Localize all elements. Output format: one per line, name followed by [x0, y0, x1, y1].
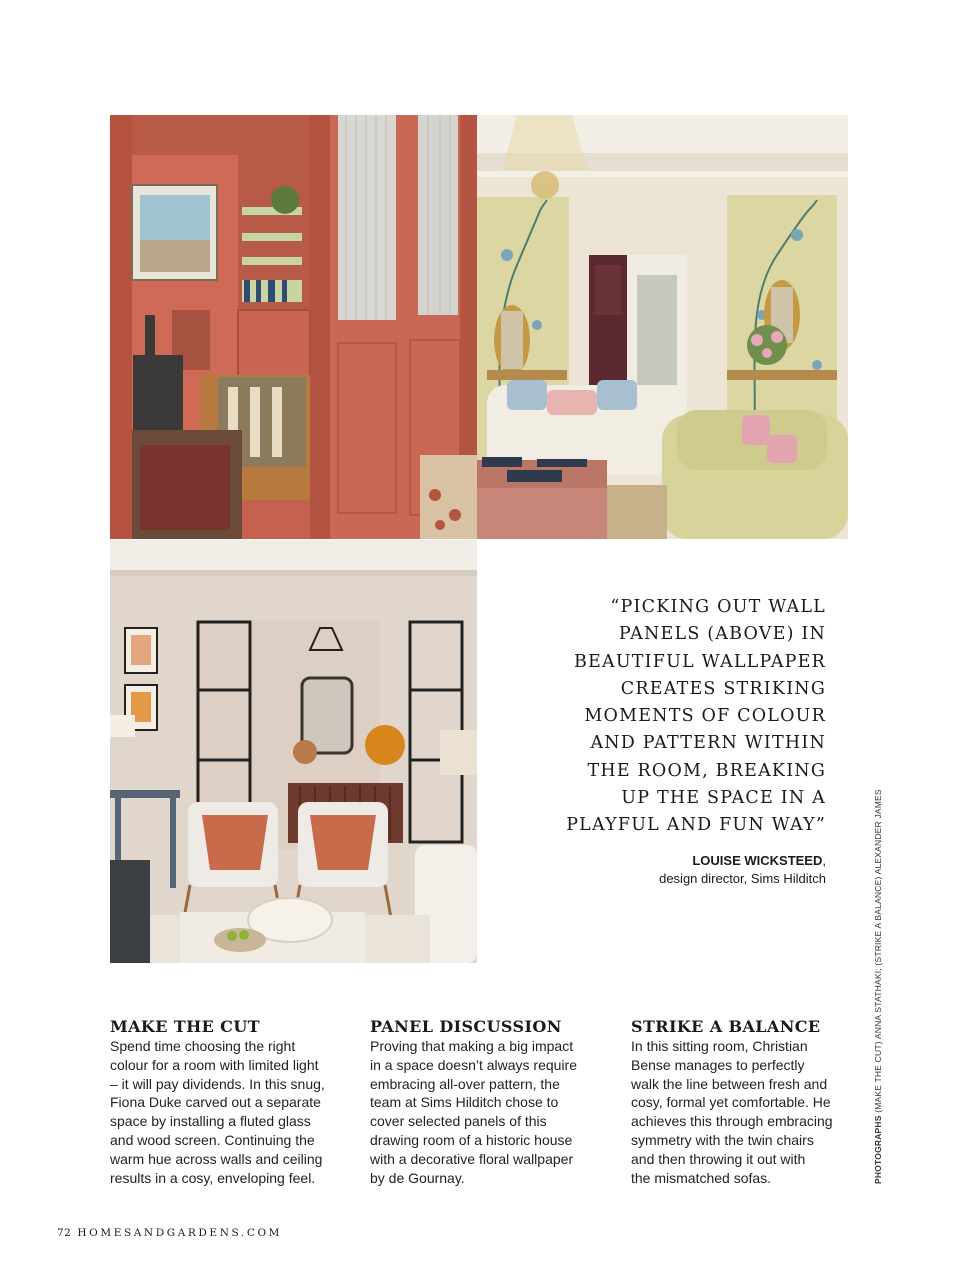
section-line: drawing room of a historic house [370, 1131, 573, 1148]
quote-line: CREATES STRIKING [620, 678, 826, 699]
page-number: 72 [57, 1227, 72, 1239]
section-line: achieves this through embracing [631, 1113, 833, 1130]
quote-line: AND PATTERN WITHIN [590, 733, 826, 754]
section-heading: MAKE THE CUT [110, 1017, 260, 1036]
section-line: Fiona Duke carved out a separate [110, 1094, 321, 1111]
photo-drawing-room [477, 115, 848, 539]
quote-author-suffix: , [822, 853, 826, 868]
pull-quote [560, 594, 826, 840]
section-line: in a space doesn’t always require [370, 1056, 578, 1073]
section-line: In this sitting room, Christian [631, 1038, 808, 1054]
section-line: space by installing a fluted glass [110, 1113, 311, 1130]
page-footer [57, 1227, 282, 1239]
quote-role: design director, Sims Hilditch [659, 871, 826, 886]
photo-credit [873, 789, 883, 1184]
section-line: Bense manages to perfectly [631, 1056, 805, 1073]
section-line: by de Gournay. [370, 1169, 465, 1186]
section-panel-discussion [370, 1017, 600, 1187]
section-line: cover selected panels of this [370, 1113, 547, 1130]
section-line: warm hue across walls and ceiling [110, 1150, 323, 1167]
section-strike-a-balance [631, 1017, 861, 1187]
section-line: walk the line between fresh and [631, 1075, 828, 1092]
section-line: embracing all-over pattern, the [370, 1075, 560, 1092]
section-line: and then throwing it out with [631, 1150, 806, 1167]
section-line: – it will pay dividends. In this snug, [110, 1075, 325, 1092]
quote-line: BEAUTIFUL WALLPAPER [573, 651, 826, 672]
quote-line: UP THE SPACE IN A [621, 788, 826, 809]
section-line: results in a cosy, enveloping feel. [110, 1169, 316, 1186]
quote-line: PLAYFUL AND FUN WAY” [566, 815, 826, 836]
quote-line: “PICKING OUT WALL [610, 597, 826, 617]
quote-line: THE ROOM, BREAKING [587, 760, 826, 781]
photo-credit-text: (MAKE THE CUT) ANNA STATHAKI; (STRIKE A BALANCE) ALEXANDER JAMES [873, 789, 883, 1116]
section-heading: STRIKE A BALANCE [631, 1017, 821, 1036]
site-name: HOMESANDGARDENS.COM [77, 1227, 283, 1239]
photo-sitting-room [110, 540, 477, 963]
section-heading: PANEL DISCUSSION [370, 1017, 562, 1036]
section-make-the-cut [110, 1017, 340, 1187]
section-line: Spend time choosing the right [110, 1038, 296, 1054]
section-line: symmetry with the twin chairs [631, 1131, 814, 1148]
section-line: cosy, formal yet comfortable. He [631, 1094, 831, 1111]
quote-line: PANELS (ABOVE) IN [618, 624, 826, 645]
section-line: team at Sims Hilditch chose to [370, 1094, 559, 1111]
section-line: the mismatched sofas. [631, 1169, 772, 1186]
section-line: colour for a room with limited light [110, 1056, 319, 1073]
section-line: Proving that making a big impact [370, 1038, 574, 1054]
quote-line: MOMENTS OF COLOUR [584, 706, 826, 727]
quote-author: LOUISE WICKSTEED [692, 853, 823, 868]
photo-credit-lead: PHOTOGRAPHS [873, 1115, 883, 1184]
section-line: and wood screen. Continuing the [110, 1131, 315, 1148]
quote-attribution [560, 852, 826, 888]
photo-snug [110, 115, 477, 539]
section-line: with a decorative floral wallpaper [370, 1150, 574, 1167]
